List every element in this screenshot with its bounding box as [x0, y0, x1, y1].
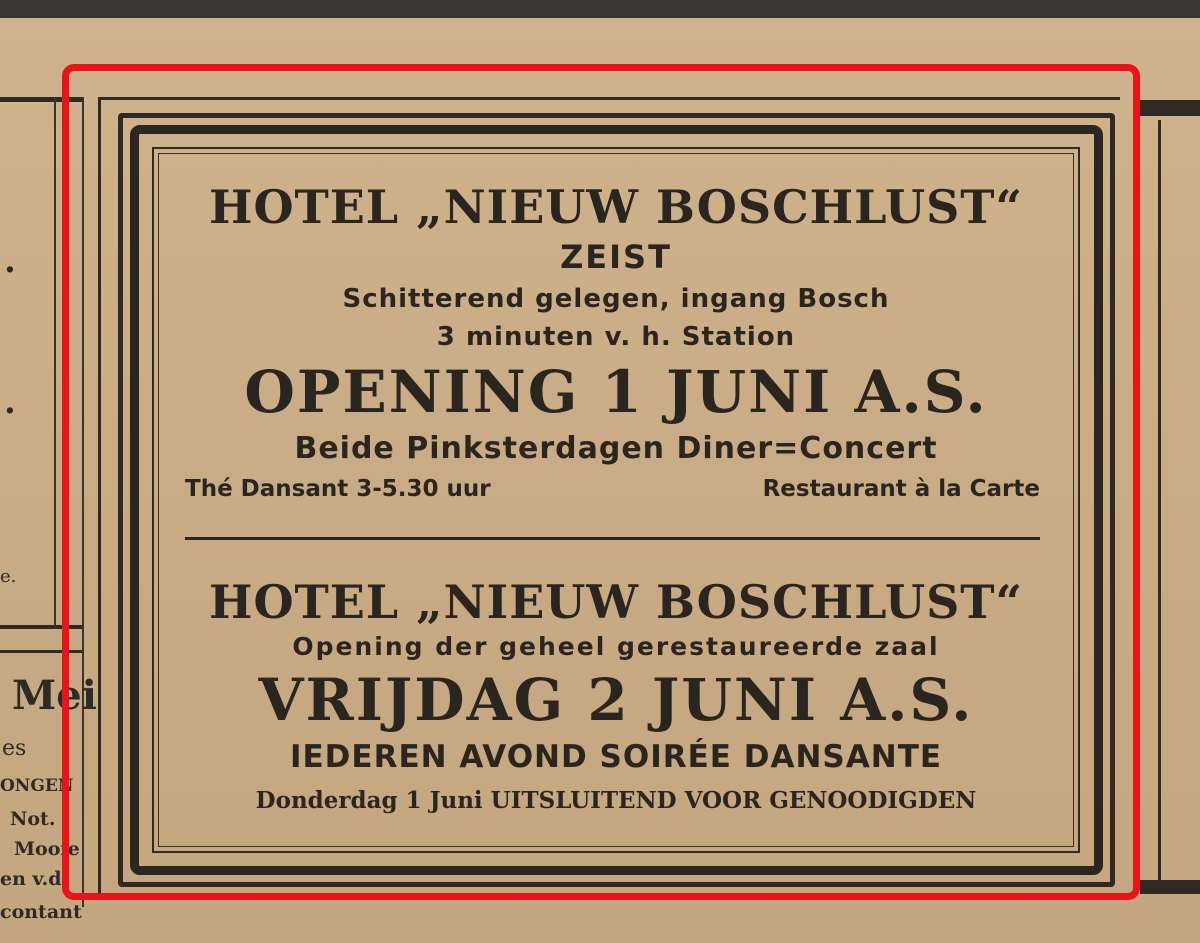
left-fragment-es: es — [2, 736, 27, 761]
left-fragment-mooie: Mooie — [14, 838, 80, 860]
soiree-dansante-line: IEDEREN AVOND SOIRÉE DANSANTE — [289, 739, 943, 775]
hotel-name-heading-1: HOTEL „NIEUW BOSCHLUST“ — [208, 180, 1023, 234]
top-dark-strip — [0, 0, 1200, 18]
highlight-annotation-box — [62, 64, 1140, 900]
left-fragment-ongen: ONGEN — [0, 776, 74, 796]
location-description: Schitterend gelegen, ingang Bosch — [342, 284, 890, 314]
pinkster-concert-line: Beide Pinksterdagen Diner=Concert — [294, 431, 938, 466]
right-column-rule-top — [1140, 100, 1200, 116]
opening-date-heading: OPENING 1 JUNI A.S. — [244, 358, 988, 426]
left-fragment-dot-2: . — [4, 382, 16, 422]
restaurant-a-la-carte-text: Restaurant à la Carte — [762, 476, 1040, 502]
left-fragment-dot-1: . — [4, 241, 16, 281]
invitation-only-line: Donderdag 1 Juni UITSLUITEND VOOR GENOODIGDEN — [255, 787, 977, 814]
right-column-rule-bottom — [1140, 880, 1200, 894]
hall-reopening-line: Opening der geheel gerestaureerde zaal — [292, 632, 940, 661]
left-fragment-not: Not. — [10, 808, 56, 830]
left-fragment-contant: contant — [0, 901, 82, 923]
friday-date-heading: VRIJDAG 2 JUNI A.S. — [258, 666, 974, 734]
left-fragment-env: en v.d. — [0, 868, 69, 890]
left-fragment-mei: Mei — [12, 672, 97, 719]
the-dansant-text: Thé Dansant 3-5.30 uur — [185, 476, 491, 502]
city-name: ZEIST — [560, 238, 672, 276]
hotel-name-heading-2: HOTEL „NIEUW BOSCHLUST“ — [208, 575, 1023, 629]
left-fragment-e: e. — [0, 566, 17, 587]
station-distance: 3 minuten v. h. Station — [436, 322, 796, 352]
left-column-divider-2 — [54, 97, 56, 625]
right-column-divider — [1158, 120, 1161, 880]
